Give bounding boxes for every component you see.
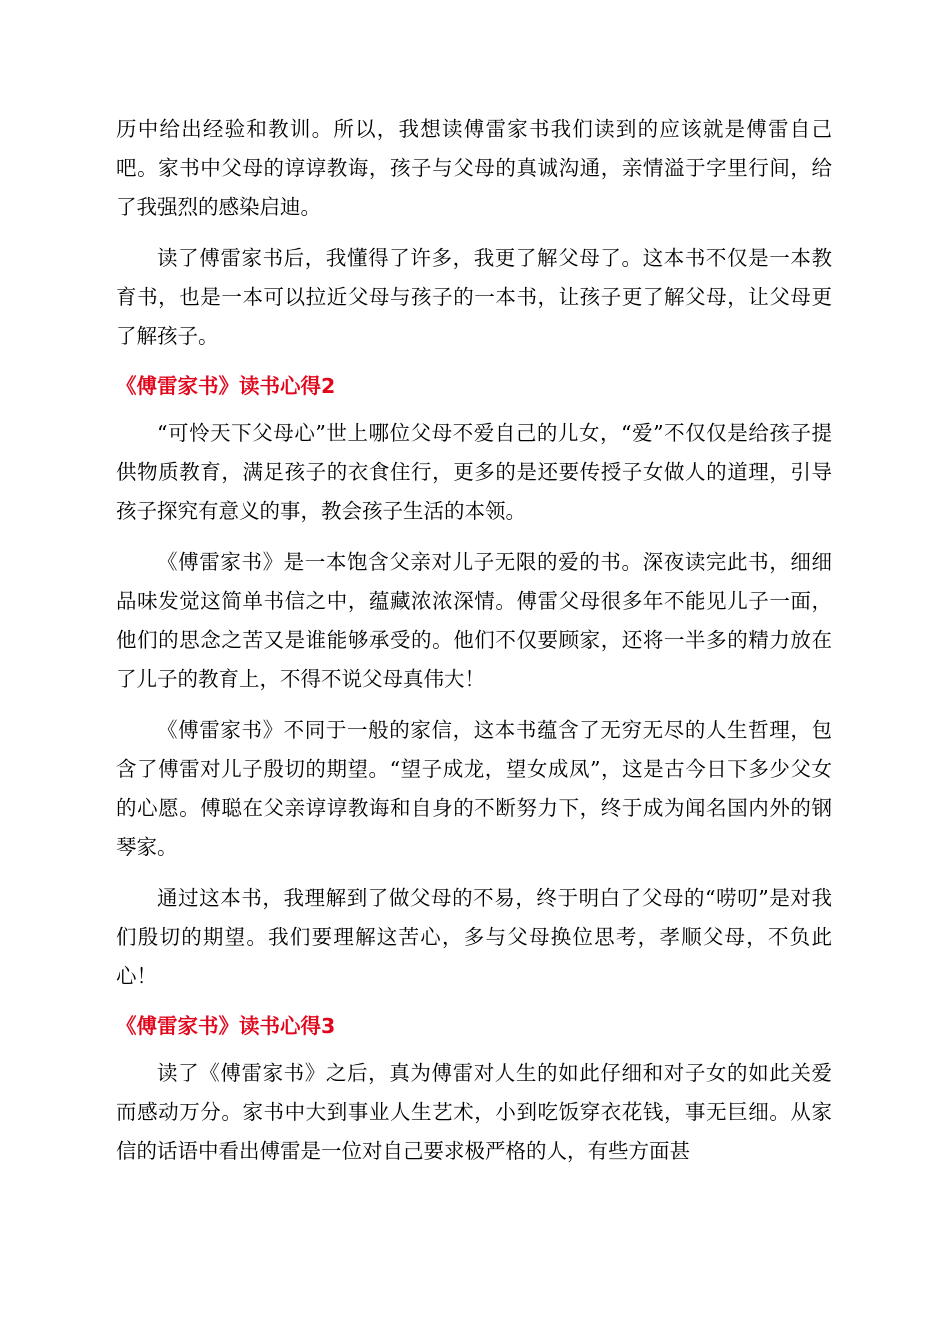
paragraph-summary: 读了傅雷家书后，我懂得了许多，我更了解父母了。这本书不仅是一本教育书，也是一本可以拉近父母与孩子的一本书，让孩子更了解父母，让父母更了解孩子。	[116, 246, 832, 348]
paragraph-continued: 历中给出经验和教训。所以，我想读傅雷家书我们读到的应该就是傅雷自己吧。家书中父母的谆谆教诲，孩子与父母的真诚沟通，亲情溢于字里行间，给了我强烈的感染启迪。	[116, 117, 832, 219]
section-heading-3: 《傅雷家书》读书心得3	[116, 1014, 336, 1038]
paragraph-book-description: 《傅雷家书》是一本饱含父亲对儿子无限的爱的书。深夜读完此书，细细品味发觉这简单书信之中，蕴藏浓浓深情。傅雷父母很多年不能见儿子一面，他们的思念之苦又是谁能够承受的。他们不仅要顾家，还将一半多的精力放在了儿子的教育上，不得不说父母真伟大！	[116, 550, 832, 691]
document-body	[116, 110, 832, 1183]
paragraph-parents-love: “可怜天下父母心”世上哪位父母不爱自己的儿女，“爱”不仅仅是给孩子提供物质教育，满足孩子的衣食住行，更多的是还要传授子女做人的道理，引导孩子探究有意义的事，教会孩子生活的本领。	[116, 421, 832, 523]
section-heading-2: 《傅雷家书》读书心得2	[116, 374, 336, 398]
paragraph-reflection: 读了《傅雷家书》之后，真为傅雷对人生的如此仔细和对子女的如此关爱而感动万分。家书中大到事业人生艺术，小到吃饭穿衣花钱，事无巨细。从家信的话语中看出傅雷是一位对自己要求极严格的人，有些方面甚	[116, 1061, 832, 1163]
paragraph-life-philosophy: 《傅雷家书》不同于一般的家信，这本书蕴含了无穷无尽的人生哲理，包含了傅雷对儿子殷切的期望。“望子成龙，望女成凤”，这是古今日下多少父女的心愿。傅聪在父亲谆谆教诲和自身的不断努力下，终于成为闻名国内外的钢琴家。	[116, 718, 832, 859]
paragraph-understanding: 通过这本书，我理解到了做父母的不易，终于明白了父母的“唠叨”是对我们殷切的期望。我们要理解这苦心，多与父母换位思考，孝顺父母，不负此心！	[116, 886, 832, 988]
